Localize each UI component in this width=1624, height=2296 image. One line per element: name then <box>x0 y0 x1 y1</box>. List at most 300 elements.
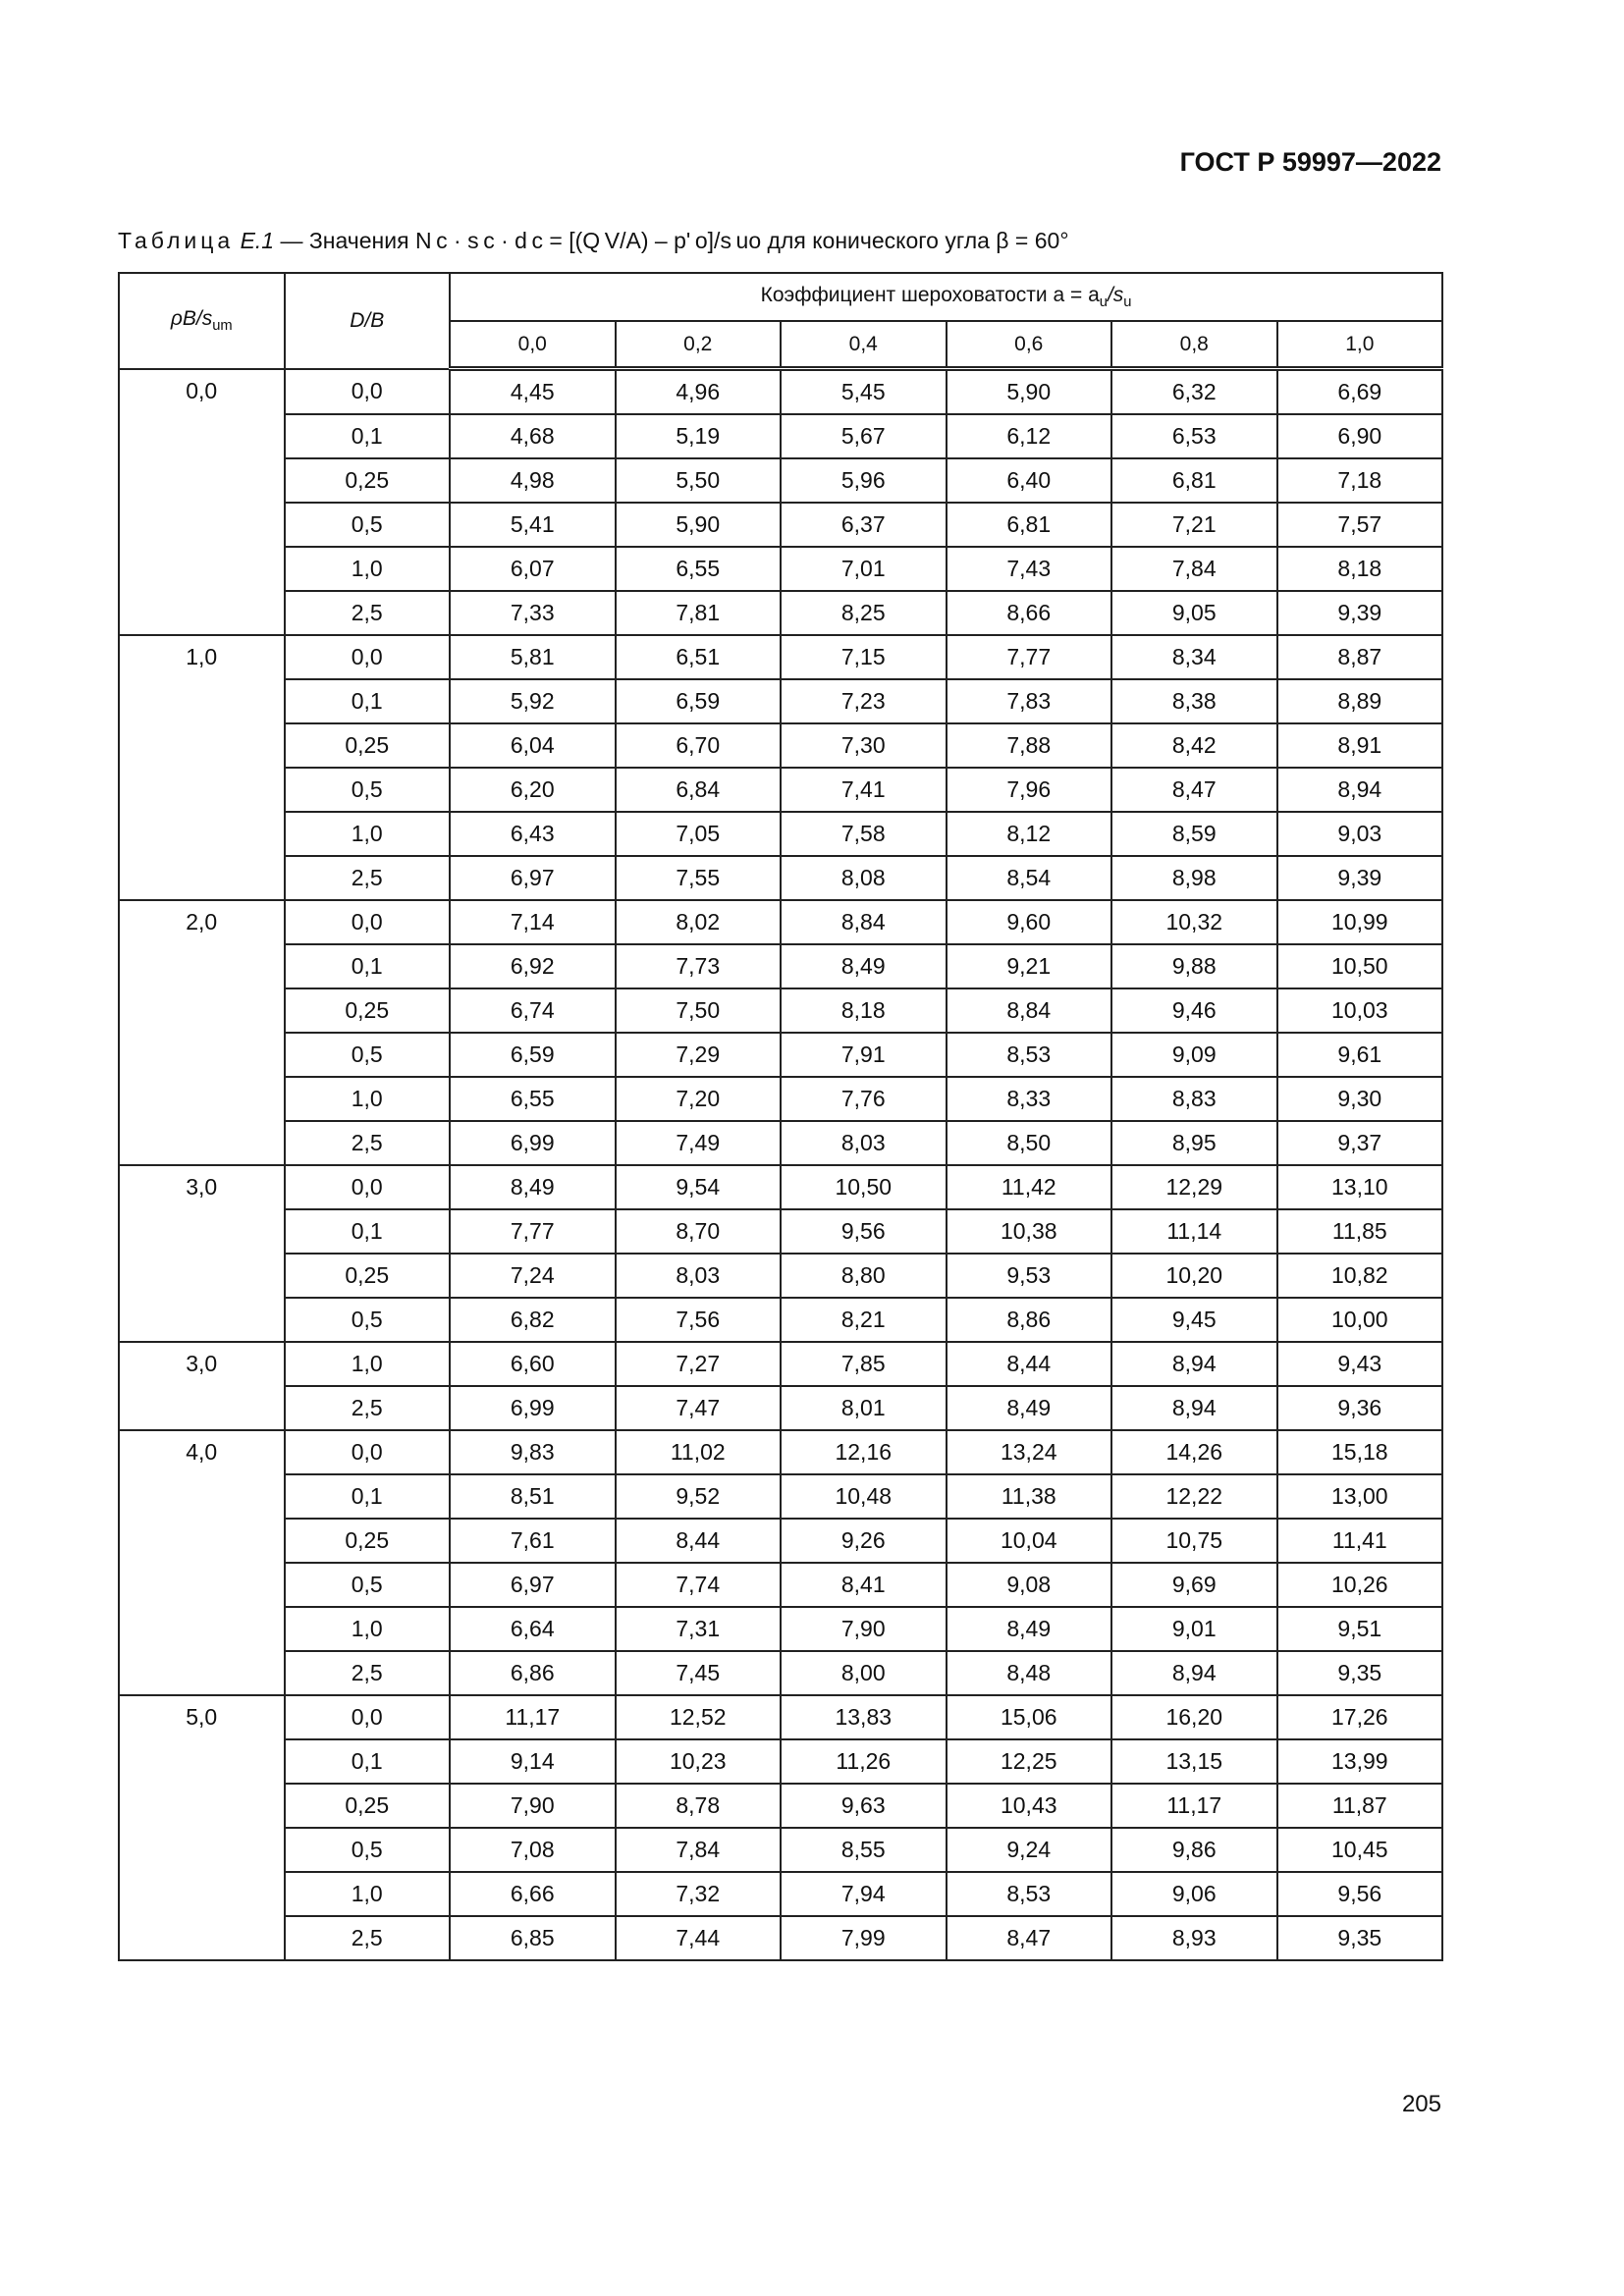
cell-value: 10,75 <box>1111 1519 1277 1563</box>
header-a-value: 0,0 <box>450 321 616 369</box>
cell-value: 8,86 <box>947 1298 1112 1342</box>
cell-value: 9,54 <box>616 1165 782 1209</box>
cell-value: 7,61 <box>450 1519 616 1563</box>
cell-value: 9,01 <box>1111 1607 1277 1651</box>
cell-value: 8,87 <box>1277 635 1443 679</box>
cell-value: 7,83 <box>947 679 1112 723</box>
cell-value: 10,04 <box>947 1519 1112 1563</box>
cell-value: 7,57 <box>1277 503 1443 547</box>
cell-value: 8,78 <box>616 1784 782 1828</box>
cell-value: 13,15 <box>1111 1739 1277 1784</box>
cell-value: 5,19 <box>616 414 782 458</box>
cell-value: 12,29 <box>1111 1165 1277 1209</box>
cell-value: 8,94 <box>1111 1386 1277 1430</box>
cell-value: 14,26 <box>1111 1430 1277 1474</box>
cell-value: 8,89 <box>1277 679 1443 723</box>
cell-db: 0,25 <box>285 1519 451 1563</box>
cell-value: 7,31 <box>616 1607 782 1651</box>
cell-value: 9,56 <box>781 1209 947 1254</box>
cell-value: 10,03 <box>1277 988 1443 1033</box>
cell-db: 1,0 <box>285 812 451 856</box>
table-row <box>119 458 1442 503</box>
cell-db: 0,25 <box>285 1254 451 1298</box>
cell-value: 11,14 <box>1111 1209 1277 1254</box>
table-row <box>119 723 1442 768</box>
cell-value: 9,35 <box>1277 1651 1443 1695</box>
cell-db: 1,0 <box>285 1872 451 1916</box>
cell-value: 8,94 <box>1111 1651 1277 1695</box>
cell-db: 0,0 <box>285 369 451 415</box>
cell-db: 0,0 <box>285 900 451 944</box>
cell-value: 8,08 <box>781 856 947 900</box>
cell-value: 7,58 <box>781 812 947 856</box>
table-row <box>119 1254 1442 1298</box>
cell-value: 9,69 <box>1111 1563 1277 1607</box>
cell-value: 8,34 <box>1111 635 1277 679</box>
cell-value: 8,54 <box>947 856 1112 900</box>
cell-db: 0,25 <box>285 988 451 1033</box>
cell-value: 7,90 <box>781 1607 947 1651</box>
cell-value: 6,20 <box>450 768 616 812</box>
table-row <box>119 414 1442 458</box>
cell-rho: 3,0 <box>119 1342 285 1430</box>
table-row <box>119 768 1442 812</box>
cell-value: 10,20 <box>1111 1254 1277 1298</box>
cell-value: 8,47 <box>947 1916 1112 1960</box>
table-row <box>119 591 1442 635</box>
cell-value: 9,56 <box>1277 1872 1443 1916</box>
cell-value: 6,66 <box>450 1872 616 1916</box>
cell-value: 11,02 <box>616 1430 782 1474</box>
cell-value: 6,12 <box>947 414 1112 458</box>
cell-value: 8,03 <box>781 1121 947 1165</box>
cell-value: 7,41 <box>781 768 947 812</box>
header-rho: $\rho B/s_{um}$ <box>119 273 285 369</box>
cell-value: 7,21 <box>1111 503 1277 547</box>
table-row <box>119 1607 1442 1651</box>
cell-value: 9,30 <box>1277 1077 1443 1121</box>
cell-value: 11,42 <box>947 1165 1112 1209</box>
cell-db: 0,1 <box>285 944 451 988</box>
cell-value: 9,46 <box>1111 988 1277 1033</box>
cell-value: 11,17 <box>450 1695 616 1739</box>
cell-value: 11,26 <box>781 1739 947 1784</box>
cell-value: 5,90 <box>616 503 782 547</box>
cell-db: 0,0 <box>285 635 451 679</box>
cell-value: 9,51 <box>1277 1607 1443 1651</box>
cell-db: 0,0 <box>285 1165 451 1209</box>
cell-value: 6,43 <box>450 812 616 856</box>
cell-value: 12,16 <box>781 1430 947 1474</box>
cell-value: 7,47 <box>616 1386 782 1430</box>
table-row <box>119 1298 1442 1342</box>
cell-value: 8,84 <box>781 900 947 944</box>
cell-value: 7,33 <box>450 591 616 635</box>
cell-value: 7,77 <box>450 1209 616 1254</box>
cell-rho: 4,0 <box>119 1430 285 1695</box>
table-row <box>119 1519 1442 1563</box>
cell-value: 8,49 <box>947 1386 1112 1430</box>
cell-value: 7,77 <box>947 635 1112 679</box>
cell-value: 8,51 <box>450 1474 616 1519</box>
cell-value: 10,23 <box>616 1739 782 1784</box>
cell-value: 11,87 <box>1277 1784 1443 1828</box>
cell-value: 8,49 <box>450 1165 616 1209</box>
cell-value: 7,73 <box>616 944 782 988</box>
cell-value: 5,45 <box>781 369 947 415</box>
cell-value: 9,52 <box>616 1474 782 1519</box>
cell-value: 8,00 <box>781 1651 947 1695</box>
cell-value: 15,18 <box>1277 1430 1443 1474</box>
cell-value: 6,84 <box>616 768 782 812</box>
cell-value: 8,84 <box>947 988 1112 1033</box>
cell-db: 0,1 <box>285 1209 451 1254</box>
cell-db: 0,5 <box>285 1828 451 1872</box>
cell-value: 10,45 <box>1277 1828 1443 1872</box>
cell-value: 8,47 <box>1111 768 1277 812</box>
cell-value: 7,01 <box>781 547 947 591</box>
cell-value: 7,15 <box>781 635 947 679</box>
cell-value: 9,26 <box>781 1519 947 1563</box>
cell-value: 8,55 <box>781 1828 947 1872</box>
cell-value: 7,84 <box>1111 547 1277 591</box>
header-db: D/B <box>285 273 451 369</box>
cell-value: 7,88 <box>947 723 1112 768</box>
cell-value: 4,96 <box>616 369 782 415</box>
values-table <box>118 272 1443 1961</box>
cell-value: 4,68 <box>450 414 616 458</box>
cell-value: 9,63 <box>781 1784 947 1828</box>
cell-value: 8,53 <box>947 1033 1112 1077</box>
cell-value: 7,96 <box>947 768 1112 812</box>
cell-value: 6,04 <box>450 723 616 768</box>
cell-value: 6,37 <box>781 503 947 547</box>
cell-value: 9,37 <box>1277 1121 1443 1165</box>
cell-value: 7,99 <box>781 1916 947 1960</box>
table-row <box>119 1784 1442 1828</box>
table-row <box>119 1165 1442 1209</box>
cell-value: 7,90 <box>450 1784 616 1828</box>
cell-value: 7,24 <box>450 1254 616 1298</box>
cell-db: 0,25 <box>285 458 451 503</box>
cell-value: 5,92 <box>450 679 616 723</box>
cell-value: 9,88 <box>1111 944 1277 988</box>
cell-value: 9,08 <box>947 1563 1112 1607</box>
cell-value: 7,74 <box>616 1563 782 1607</box>
cell-value: 11,38 <box>947 1474 1112 1519</box>
table-row <box>119 900 1442 944</box>
cell-value: 5,90 <box>947 369 1112 415</box>
cell-value: 9,83 <box>450 1430 616 1474</box>
cell-value: 6,59 <box>450 1033 616 1077</box>
cell-db: 0,25 <box>285 723 451 768</box>
cell-value: 7,20 <box>616 1077 782 1121</box>
cell-value: 9,21 <box>947 944 1112 988</box>
cell-value: 8,48 <box>947 1651 1112 1695</box>
cell-value: 7,43 <box>947 547 1112 591</box>
table-row <box>119 1121 1442 1165</box>
cell-value: 8,94 <box>1111 1342 1277 1386</box>
cell-value: 4,98 <box>450 458 616 503</box>
cell-value: 12,22 <box>1111 1474 1277 1519</box>
header-a-value: 0,4 <box>781 321 947 369</box>
cell-value: 7,45 <box>616 1651 782 1695</box>
cell-value: 5,96 <box>781 458 947 503</box>
cell-value: 9,61 <box>1277 1033 1443 1077</box>
cell-value: 7,18 <box>1277 458 1443 503</box>
cell-value: 7,44 <box>616 1916 782 1960</box>
cell-value: 8,59 <box>1111 812 1277 856</box>
table-row <box>119 944 1442 988</box>
cell-value: 17,26 <box>1277 1695 1443 1739</box>
cell-value: 9,45 <box>1111 1298 1277 1342</box>
table-row <box>119 1077 1442 1121</box>
cell-db: 0,5 <box>285 503 451 547</box>
cell-value: 8,25 <box>781 591 947 635</box>
cell-value: 12,52 <box>616 1695 782 1739</box>
cell-db: 0,1 <box>285 1739 451 1784</box>
caption-number: E.1 <box>240 228 275 253</box>
table-row <box>119 1430 1442 1474</box>
cell-value: 9,53 <box>947 1254 1112 1298</box>
cell-value: 7,23 <box>781 679 947 723</box>
cell-value: 6,59 <box>616 679 782 723</box>
cell-value: 7,85 <box>781 1342 947 1386</box>
cell-db: 0,5 <box>285 1033 451 1077</box>
cell-value: 7,94 <box>781 1872 947 1916</box>
cell-value: 7,76 <box>781 1077 947 1121</box>
table-row <box>119 679 1442 723</box>
cell-value: 9,06 <box>1111 1872 1277 1916</box>
cell-value: 6,90 <box>1277 414 1443 458</box>
cell-rho: 2,0 <box>119 900 285 1165</box>
table-row <box>119 1916 1442 1960</box>
cell-value: 6,81 <box>1111 458 1277 503</box>
cell-value: 6,92 <box>450 944 616 988</box>
cell-rho: 0,0 <box>119 369 285 636</box>
table-row <box>119 369 1442 415</box>
cell-value: 8,98 <box>1111 856 1277 900</box>
cell-value: 8,80 <box>781 1254 947 1298</box>
cell-rho: 1,0 <box>119 635 285 900</box>
cell-value: 8,93 <box>1111 1916 1277 1960</box>
cell-value: 9,05 <box>1111 591 1277 635</box>
cell-value: 10,00 <box>1277 1298 1443 1342</box>
cell-value: 8,95 <box>1111 1121 1277 1165</box>
cell-value: 6,82 <box>450 1298 616 1342</box>
cell-value: 7,29 <box>616 1033 782 1077</box>
cell-value: 9,35 <box>1277 1916 1443 1960</box>
cell-value: 6,99 <box>450 1121 616 1165</box>
cell-value: 7,55 <box>616 856 782 900</box>
cell-value: 8,49 <box>947 1607 1112 1651</box>
cell-value: 13,24 <box>947 1430 1112 1474</box>
table-row <box>119 1209 1442 1254</box>
cell-db: 2,5 <box>285 856 451 900</box>
header-a-value: 0,2 <box>616 321 782 369</box>
cell-value: 11,41 <box>1277 1519 1443 1563</box>
cell-value: 8,12 <box>947 812 1112 856</box>
cell-rho: 5,0 <box>119 1695 285 1960</box>
cell-db: 2,5 <box>285 1386 451 1430</box>
cell-value: 9,24 <box>947 1828 1112 1872</box>
cell-value: 9,86 <box>1111 1828 1277 1872</box>
cell-value: 6,85 <box>450 1916 616 1960</box>
cell-value: 6,64 <box>450 1607 616 1651</box>
cell-value: 8,18 <box>781 988 947 1033</box>
cell-value: 5,67 <box>781 414 947 458</box>
cell-value: 10,99 <box>1277 900 1443 944</box>
cell-db: 0,0 <box>285 1430 451 1474</box>
header-a-value: 0,8 <box>1111 321 1277 369</box>
cell-db: 0,25 <box>285 1784 451 1828</box>
cell-db: 2,5 <box>285 1121 451 1165</box>
cell-value: 7,30 <box>781 723 947 768</box>
cell-value: 8,01 <box>781 1386 947 1430</box>
table-row <box>119 1828 1442 1872</box>
cell-value: 9,43 <box>1277 1342 1443 1386</box>
cell-value: 10,32 <box>1111 900 1277 944</box>
cell-value: 9,03 <box>1277 812 1443 856</box>
cell-value: 6,51 <box>616 635 782 679</box>
header-a-value: 1,0 <box>1277 321 1443 369</box>
cell-value: 10,38 <box>947 1209 1112 1254</box>
cell-value: 8,50 <box>947 1121 1112 1165</box>
cell-value: 7,84 <box>616 1828 782 1872</box>
page-number: 205 <box>1401 2091 1441 2117</box>
cell-db: 0,0 <box>285 1695 451 1739</box>
caption-prefix: Таблица <box>118 228 235 253</box>
cell-value: 13,00 <box>1277 1474 1443 1519</box>
cell-value: 8,03 <box>616 1254 782 1298</box>
cell-value: 8,53 <box>947 1872 1112 1916</box>
table-row <box>119 812 1442 856</box>
cell-value: 7,08 <box>450 1828 616 1872</box>
cell-value: 10,50 <box>1277 944 1443 988</box>
cell-value: 4,45 <box>450 369 616 415</box>
cell-value: 12,25 <box>947 1739 1112 1784</box>
cell-db: 1,0 <box>285 1607 451 1651</box>
cell-value: 7,81 <box>616 591 782 635</box>
cell-db: 2,5 <box>285 1916 451 1960</box>
table-row <box>119 1342 1442 1386</box>
cell-value: 6,07 <box>450 547 616 591</box>
cell-value: 7,14 <box>450 900 616 944</box>
table-row <box>119 988 1442 1033</box>
cell-value: 9,39 <box>1277 856 1443 900</box>
table-row <box>119 635 1442 679</box>
cell-db: 2,5 <box>285 591 451 635</box>
cell-value: 6,55 <box>616 547 782 591</box>
cell-value: 7,50 <box>616 988 782 1033</box>
cell-value: 8,49 <box>781 944 947 988</box>
header-a-value: 0,6 <box>947 321 1112 369</box>
cell-value: 6,69 <box>1277 369 1443 415</box>
cell-value: 9,60 <box>947 900 1112 944</box>
cell-value: 6,74 <box>450 988 616 1033</box>
cell-value: 9,39 <box>1277 591 1443 635</box>
cell-value: 8,41 <box>781 1563 947 1607</box>
cell-value: 10,48 <box>781 1474 947 1519</box>
cell-value: 8,33 <box>947 1077 1112 1121</box>
cell-value: 6,60 <box>450 1342 616 1386</box>
cell-value: 8,42 <box>1111 723 1277 768</box>
table-row <box>119 547 1442 591</box>
document-id: ГОСТ Р 59997—2022 <box>1179 147 1441 177</box>
cell-value: 15,06 <box>947 1695 1112 1739</box>
table-row <box>119 1872 1442 1916</box>
table-row <box>119 1651 1442 1695</box>
cell-value: 16,20 <box>1111 1695 1277 1739</box>
cell-db: 0,1 <box>285 414 451 458</box>
cell-rho: 3,0 <box>119 1165 285 1342</box>
cell-value: 6,55 <box>450 1077 616 1121</box>
cell-value: 8,66 <box>947 591 1112 635</box>
cell-value: 10,43 <box>947 1784 1112 1828</box>
cell-value: 8,21 <box>781 1298 947 1342</box>
cell-db: 0,5 <box>285 768 451 812</box>
table-row <box>119 1386 1442 1430</box>
cell-value: 13,99 <box>1277 1739 1443 1784</box>
table-row <box>119 1474 1442 1519</box>
cell-value: 6,99 <box>450 1386 616 1430</box>
cell-value: 8,91 <box>1277 723 1443 768</box>
cell-value: 10,26 <box>1277 1563 1443 1607</box>
table-row <box>119 1033 1442 1077</box>
cell-value: 8,44 <box>616 1519 782 1563</box>
cell-value: 10,50 <box>781 1165 947 1209</box>
cell-value: 5,50 <box>616 458 782 503</box>
cell-value: 10,82 <box>1277 1254 1443 1298</box>
table-row <box>119 1563 1442 1607</box>
cell-value: 13,83 <box>781 1695 947 1739</box>
cell-value: 6,40 <box>947 458 1112 503</box>
cell-value: 7,49 <box>616 1121 782 1165</box>
cell-db: 0,5 <box>285 1563 451 1607</box>
cell-value: 8,02 <box>616 900 782 944</box>
cell-db: 0,5 <box>285 1298 451 1342</box>
cell-value: 8,44 <box>947 1342 1112 1386</box>
cell-value: 9,09 <box>1111 1033 1277 1077</box>
cell-value: 5,81 <box>450 635 616 679</box>
table-row <box>119 503 1442 547</box>
cell-value: 6,32 <box>1111 369 1277 415</box>
header-roughness: Коэффициент шероховатости $a = a_u/s_u$ <box>450 273 1442 321</box>
cell-value: 6,86 <box>450 1651 616 1695</box>
cell-value: 6,70 <box>616 723 782 768</box>
cell-value: 9,14 <box>450 1739 616 1784</box>
cell-db: 1,0 <box>285 1077 451 1121</box>
cell-db: 0,1 <box>285 679 451 723</box>
cell-value: 8,70 <box>616 1209 782 1254</box>
cell-value: 8,18 <box>1277 547 1443 591</box>
cell-value: 11,17 <box>1111 1784 1277 1828</box>
cell-db: 1,0 <box>285 547 451 591</box>
cell-value: 13,10 <box>1277 1165 1443 1209</box>
cell-value: 5,41 <box>450 503 616 547</box>
cell-value: 6,97 <box>450 1563 616 1607</box>
cell-value: 8,38 <box>1111 679 1277 723</box>
table-row <box>119 1695 1442 1739</box>
cell-value: 7,27 <box>616 1342 782 1386</box>
caption-text: — Значения N c · s c · d c = [(Q V/A) – p' o]/s uo для конического угла β = 60° <box>274 228 1069 253</box>
table-caption <box>118 228 1069 254</box>
cell-db: 1,0 <box>285 1342 451 1386</box>
cell-value: 7,05 <box>616 812 782 856</box>
cell-value: 8,83 <box>1111 1077 1277 1121</box>
cell-value: 7,32 <box>616 1872 782 1916</box>
cell-value: 6,97 <box>450 856 616 900</box>
